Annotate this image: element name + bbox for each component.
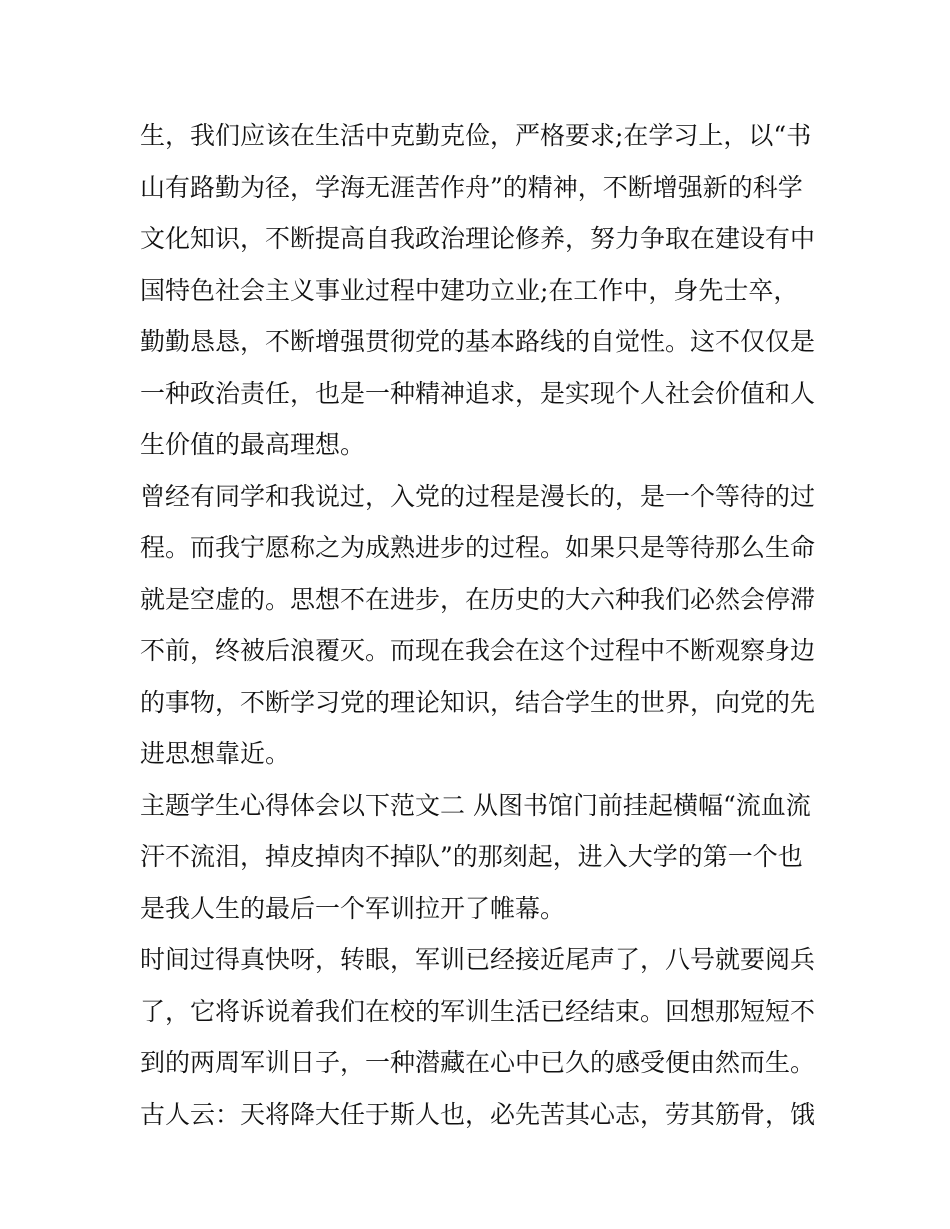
text-line: 进思想靠近。 xyxy=(140,739,291,768)
text-line: 生价值的最高理想。 xyxy=(140,430,366,459)
text-line: 程。而我宁愿称之为成熟进步的过程。如果只是等待那么生命 xyxy=(140,533,816,562)
text-line: 汗不流泪，掉皮掉肉不掉队”的那刻起，进入大学的第一个也 xyxy=(140,842,803,871)
text-line: 国特色社会主义事业过程中建功立业;在工作中，身先士卒， xyxy=(140,275,799,305)
text-line: 时间过得真快呀，转眼，军训已经接近尾声了，八号就要阅兵 xyxy=(140,945,816,974)
text-line: 主题学生心得体会以下范文二 从图书馆门前挂起横幅“流血流 xyxy=(140,790,811,820)
text-line: 到的两周军训日子，一种潜藏在心中已久的感受便由然而生。 xyxy=(140,1048,816,1077)
text-line: 勤勤恳恳，不断增强贯彻党的基本路线的自觉性。这不仅仅是 xyxy=(140,327,816,356)
text-line: 的事物，不断学习党的理论知识，结合学生的世界，向党的先 xyxy=(140,687,816,717)
text-line: 曾经有同学和我说过，入党的过程是漫长的，是一个等待的过 xyxy=(140,481,816,511)
text-line: 古人云：天将降大任于斯人也，必先苦其心志，劳其筋骨，饿 xyxy=(140,1099,816,1129)
text-line: 一种政治责任，也是一种精神追求，是实现个人社会价值和人 xyxy=(140,378,816,408)
text-line: 了，它将诉说着我们在校的军训生活已经结束。回想那短短不 xyxy=(140,996,816,1026)
document-body xyxy=(140,110,815,1140)
text-line: 文化知识，不断提高自我政治理论修养，努力争取在建设有中 xyxy=(140,224,816,253)
text-line: 不前，终被后浪覆灭。而现在我会在这个过程中不断观察身边 xyxy=(140,636,816,665)
text-line: 就是空虚的。思想不在进步，在历史的大六种我们必然会停滞 xyxy=(140,584,816,614)
text-line: 山有路勤为径，学海无涯苦作舟”的精神，不断增强新的科学 xyxy=(140,172,803,202)
text-line: 生，我们应该在生活中克勤克俭，严格要求;在学习上，以“书 xyxy=(140,121,812,150)
text-line: 是我人生的最后一个军训拉开了帷幕。 xyxy=(140,893,566,923)
